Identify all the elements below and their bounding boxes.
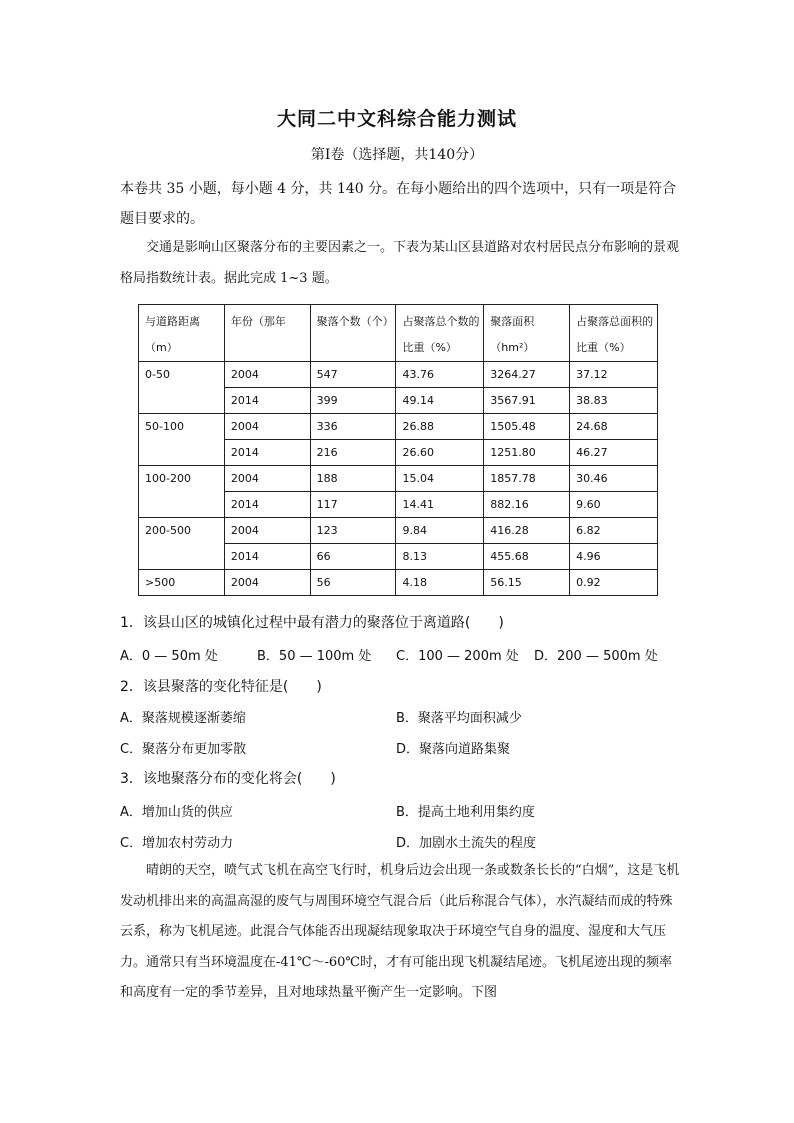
option-b[interactable]: B．提高土地利用集约度 <box>396 805 535 820</box>
count-cell: 336 <box>310 414 396 440</box>
option-b[interactable]: B．50 — 100m 处 <box>257 649 372 664</box>
area-cell: 1251.80 <box>484 440 570 466</box>
year-cell: 2004 <box>224 466 310 492</box>
question-2-stem: 2．该县聚落的变化特征是( ) <box>120 679 322 695</box>
table-header-row <box>139 305 658 362</box>
table-row <box>139 466 658 492</box>
count-share-cell: 49.14 <box>396 388 484 414</box>
question-1-stem: 1．该县山区的城镇化过程中最有潜力的聚落位于离道路( ) <box>120 615 504 631</box>
option-d[interactable]: D．200 — 500m 处 <box>534 649 658 664</box>
table-row <box>139 570 658 596</box>
option-c[interactable]: C．聚落分布更加零散 <box>120 742 247 757</box>
reading-passage-1: 交通是影响山区聚落分布的主要因素之一。下表为某山区县道路对农村居民点分布影响的景观格局指数统计表。据此完成 1~3 题。 <box>120 240 680 286</box>
option-d[interactable]: D．聚落向道路集聚 <box>396 742 511 757</box>
area-cell: 455.68 <box>484 544 570 570</box>
option-a[interactable]: A．增加山货的供应 <box>120 805 233 820</box>
distance-cell: >500 <box>139 570 225 596</box>
option-d[interactable]: D．加剧水土流失的程度 <box>396 836 537 851</box>
area-cell: 1505.48 <box>484 414 570 440</box>
year-cell: 2004 <box>224 362 310 388</box>
header-distance: 与道路距离（m） <box>139 305 225 362</box>
header-year: 年份（那年 <box>224 305 310 362</box>
question-3-stem: 3．该地聚落分布的变化将会( ) <box>120 771 336 787</box>
exam-title: 大同二中文科综合能力测试 <box>276 108 517 130</box>
header-area-share: 占聚落总面积的比重（%） <box>570 305 658 362</box>
header-count: 聚落个数（个） <box>310 305 396 362</box>
option-a[interactable]: A．聚落规模逐渐萎缩 <box>120 711 246 726</box>
count-cell: 216 <box>310 440 396 466</box>
area-share-cell: 46.27 <box>570 440 658 466</box>
table-row <box>139 362 658 388</box>
year-cell: 2014 <box>224 492 310 518</box>
count-share-cell: 15.04 <box>396 466 484 492</box>
count-cell: 117 <box>310 492 396 518</box>
area-cell: 416.28 <box>484 518 570 544</box>
count-share-cell: 26.88 <box>396 414 484 440</box>
table-row <box>139 414 658 440</box>
year-cell: 2004 <box>224 570 310 596</box>
reading-passage-2: 晴朗的天空，喷气式飞机在高空飞行时，机身后边会出现一条或数条长长的“白烟”，这是飞机发动机排出来的高温高湿的废气与周围环境空气混合后（此后称混合气体），水汽凝结而成的特殊云系，称为飞机尾迹。此混合气体能否出现凝结现象取决于环境空气自身的温度、湿度和大气压力。通常只有当环境温度在-41℃～-60℃时，才有可能出现飞机凝结尾迹。飞机尾迹出现的频率和高度有一定的季节差异，且对地球热量平衡产生一定影响。下图 <box>120 863 680 1000</box>
count-cell: 56 <box>310 570 396 596</box>
year-cell: 2004 <box>224 414 310 440</box>
area-share-cell: 0.92 <box>570 570 658 596</box>
header-area: 聚落面积（hm²） <box>484 305 570 362</box>
area-share-cell: 30.46 <box>570 466 658 492</box>
area-share-cell: 24.68 <box>570 414 658 440</box>
distance-cell: 200-500 <box>139 518 225 570</box>
distance-cell: 50-100 <box>139 414 225 466</box>
year-cell: 2004 <box>224 518 310 544</box>
distance-cell: 100-200 <box>139 466 225 518</box>
option-c[interactable]: C．100 — 200m 处 <box>396 649 519 664</box>
count-cell: 188 <box>310 466 396 492</box>
option-c[interactable]: C．增加农村劳动力 <box>120 836 234 851</box>
count-cell: 399 <box>310 388 396 414</box>
header-count-share: 占聚落总个数的比重（%） <box>396 305 484 362</box>
table-row <box>139 518 658 544</box>
area-cell: 882.16 <box>484 492 570 518</box>
option-b[interactable]: B．聚落平均面积减少 <box>396 711 522 726</box>
settlement-statistics-table <box>138 304 658 596</box>
count-share-cell: 26.60 <box>396 440 484 466</box>
section-subtitle: 第Ⅰ卷（选择题，共140分） <box>310 147 484 163</box>
area-share-cell: 9.60 <box>570 492 658 518</box>
count-share-cell: 43.76 <box>396 362 484 388</box>
count-share-cell: 8.13 <box>396 544 484 570</box>
count-share-cell: 14.41 <box>396 492 484 518</box>
count-cell: 66 <box>310 544 396 570</box>
count-cell: 123 <box>310 518 396 544</box>
count-cell: 547 <box>310 362 396 388</box>
area-cell: 3264.27 <box>484 362 570 388</box>
area-cell: 56.15 <box>484 570 570 596</box>
count-share-cell: 4.18 <box>396 570 484 596</box>
option-a[interactable]: A．0 — 50m 处 <box>120 649 218 664</box>
count-share-cell: 9.84 <box>396 518 484 544</box>
area-share-cell: 37.12 <box>570 362 658 388</box>
year-cell: 2014 <box>224 440 310 466</box>
year-cell: 2014 <box>224 544 310 570</box>
area-share-cell: 4.96 <box>570 544 658 570</box>
distance-cell: 0-50 <box>139 362 225 414</box>
area-share-cell: 6.82 <box>570 518 658 544</box>
year-cell: 2014 <box>224 388 310 414</box>
area-cell: 1857.78 <box>484 466 570 492</box>
area-share-cell: 38.83 <box>570 388 658 414</box>
area-cell: 3567.91 <box>484 388 570 414</box>
section-instructions: 本卷共 35 小题，每小题 4 分，共 140 分。在每小题给出的四个选项中，只有一项是符合题目要求的。 <box>120 181 677 227</box>
